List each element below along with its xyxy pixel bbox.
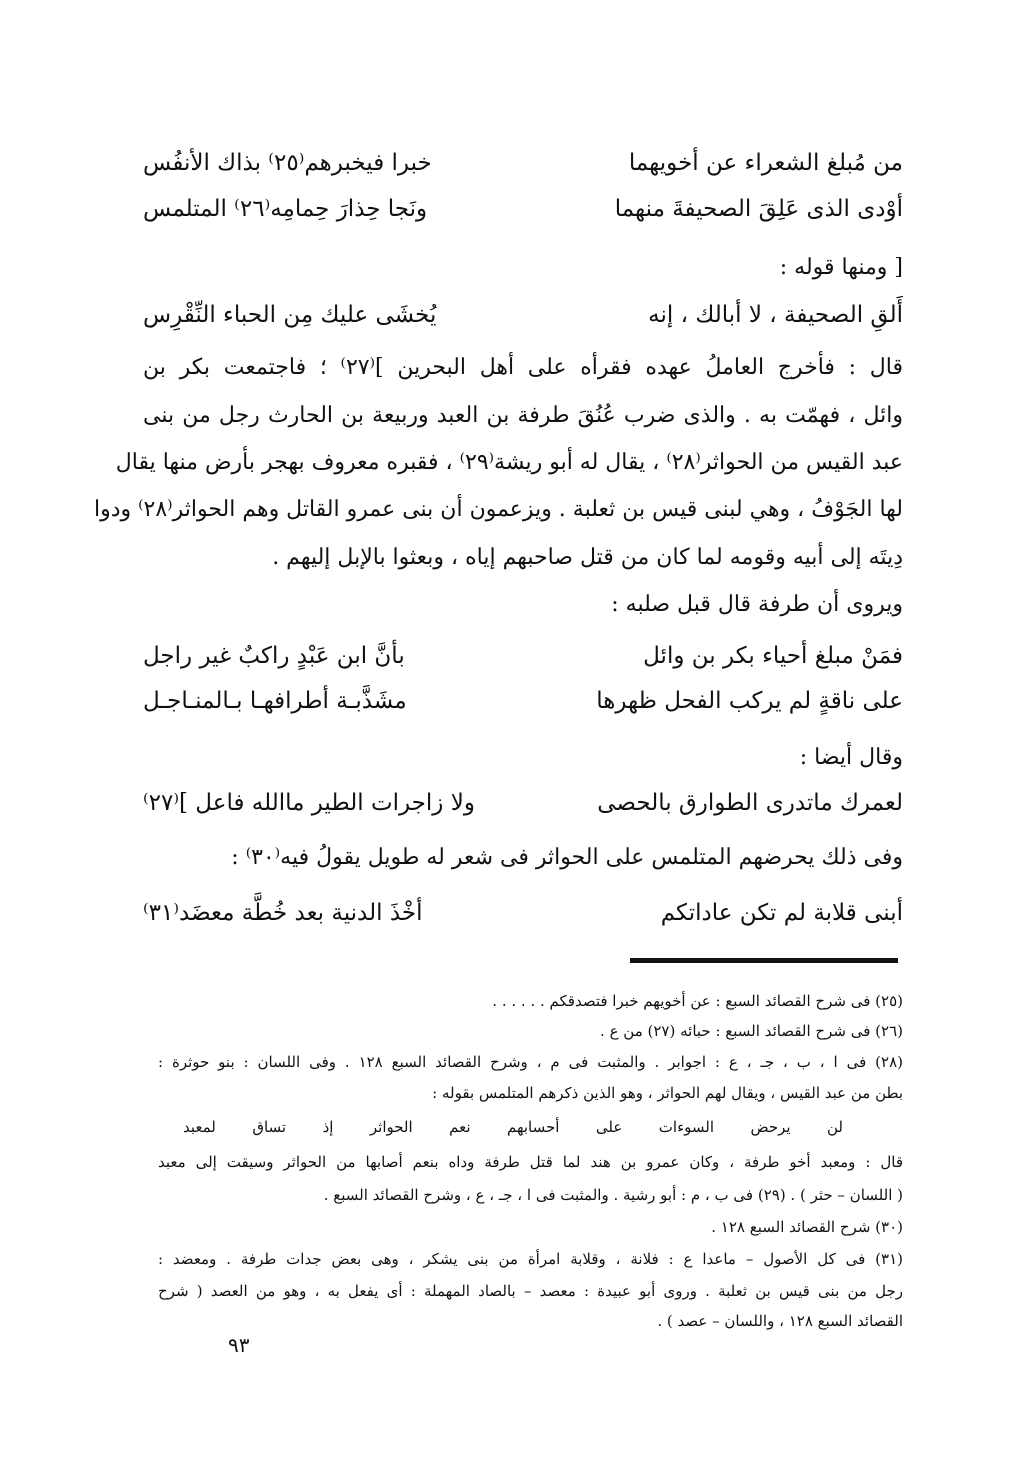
section-label: [ ومنها قوله :: [779, 255, 903, 280]
verse-second-hemistich: بأنَّ ابن عَبْدٍ راكبٌ غير راجل: [143, 643, 405, 669]
verse-second-hemistich: خبرا فيخبرهم⁽٢٥⁾ بذاك الأنفُس: [143, 150, 432, 176]
verse-first-hemistich: أَلقِ الصحيفة ، لا أبالك ، إنه: [648, 302, 903, 328]
prose-line: دِيتَه إلى أبيه وقومه لما كان من قتل صاحبهم إياه ، وبعثوا بالإبل إليهم .: [272, 545, 903, 570]
footnote: القصائد السبع ١٢٨ ، واللسان – عصد ) .: [657, 1312, 903, 1330]
footnote: (٣٠) شرح القصائد السبع ١٢٨ .: [711, 1218, 903, 1236]
footnote: (٢٦) فى شرح القصائد السبع : حبائه (٢٧) من ع .: [600, 1022, 903, 1040]
footnote: (٣١) فى كل الأصول – ماعدا ع : فلانة ، وقلابة امرأة من بنى يشكر ، وهى بعض جدات طرفة . ومعضد :: [158, 1250, 903, 1268]
prose-line: لها الجَوْفُ ، وهي لبنى قيس بن ثعلبة . ويزعمون أن بنى عمرو القاتل وهم الحواثر⁽٢٨⁾ ودوا: [93, 497, 903, 522]
verse-first-hemistich: أبنى قلابة لم تكن عاداتكم: [660, 900, 903, 926]
footnote-separator: [630, 958, 898, 963]
verse-line: [143, 196, 903, 240]
section-label: ويروى أن طرفة قال قبل صلبه :: [611, 592, 903, 617]
verse-second-hemistich: ولا زاجرات الطير ماالله فاعل ]⁽٢٧⁾: [143, 790, 475, 816]
footnote: (٢٨) فى ا ، ب ، جـ ، ع : اجوابر . والمثبت فى م ، وشرح القصائد السبع ١٢٨ . وفى اللسان : بنو حوثرة :: [158, 1053, 904, 1071]
footnote: ( اللسان – حثر ) . (٢٩) فى ب ، م : أبو رشية . والمثبت فى ا ، جـ ، ع ، وشرح القصائد السبع .: [323, 1186, 903, 1204]
page-number: ٩٣: [228, 1333, 250, 1357]
footnote: قال : ومعبد أخو طرفة ، وكان عمرو بن هند لما قتل طرفة وداه بنعم أصابها من الحواثر وسيقت إلى معبد: [158, 1153, 903, 1171]
verse-first-hemistich: لعمرك ماتدرى الطوارق بالحصى: [597, 790, 903, 816]
prose-line: قال : فأخرج العاملُ عهده فقرأه على أهل البحرين ]⁽٢٧⁾ ؛ فاجتمعت بكر بن: [143, 355, 904, 380]
verse-second-hemistich: أخْذَ الدنية بعد خُطَّة معضَد⁽٣١⁾: [143, 900, 423, 926]
verse-second-hemistich: يُخشَى عليك مِن الحباء النِّقْرِس: [143, 302, 437, 328]
prose-line: وائل ، فهمّت به . والذى ضرب عُنُقَ طرفة بن العبد وربيعة بن الحارث رجل من بنى: [143, 403, 903, 428]
footnote: بطن من عبد القيس ، ويقال لهم الحواثر ، وهو الذين ذكرهم المتلمس بقوله :: [432, 1084, 903, 1102]
verse-line: [143, 302, 903, 346]
verse-first-hemistich: على ناقةٍ لم يركب الفحل ظهرها: [596, 688, 903, 714]
prose-line: عبد القيس من الحواثر⁽٢٨⁾ ، يقال له أبو ريشة⁽٢٩⁾ ، فقبره معروف بهجر بأرض منها يقال: [115, 450, 903, 475]
verse-second-hemistich: مشَذَّبـة أطرافهـا بـالمنـاجـل: [143, 688, 407, 714]
section-label: وقال أيضا :: [799, 745, 903, 770]
verse-first-hemistich: من مُبلغ الشعراء عن أخويهما: [628, 150, 903, 176]
verse-line: [143, 688, 903, 732]
verse-second-hemistich: ونَجا حِذارَ حِمامِه⁽٢٦⁾ المتلمس: [143, 196, 428, 222]
footnote: رجل من بنى قيس بن ثعلبة . وروى أبو عبيدة : معصد – بالصاد المهملة : أى يفعل به ، وهو من العصد ( شرح: [158, 1282, 903, 1300]
verse-line: [143, 790, 903, 834]
verse-first-hemistich: فمَنْ مبلغ أحياء بكر بن وائل: [643, 643, 903, 669]
verse-line: [143, 643, 903, 687]
footnote: (٢٥) فى شرح القصائد السبع : عن أخويهم خبرا فتصدقكم . . . . . .: [492, 992, 903, 1010]
prose-line: وفى ذلك يحرضهم المتلمس على الحواثر فى شعر له طويل يقولُ فيه⁽٣٠⁾ :: [231, 845, 903, 870]
verse-line: [143, 900, 903, 944]
verse-first-hemistich: أوْدى الذى عَلِقَ الصحيفةَ منهما: [614, 196, 903, 222]
footnote-verse: لن يرحض السوءات على أحسابهم نعم الحواثر إذ تساق لمعبد: [183, 1118, 843, 1136]
verse-line: [143, 150, 903, 194]
